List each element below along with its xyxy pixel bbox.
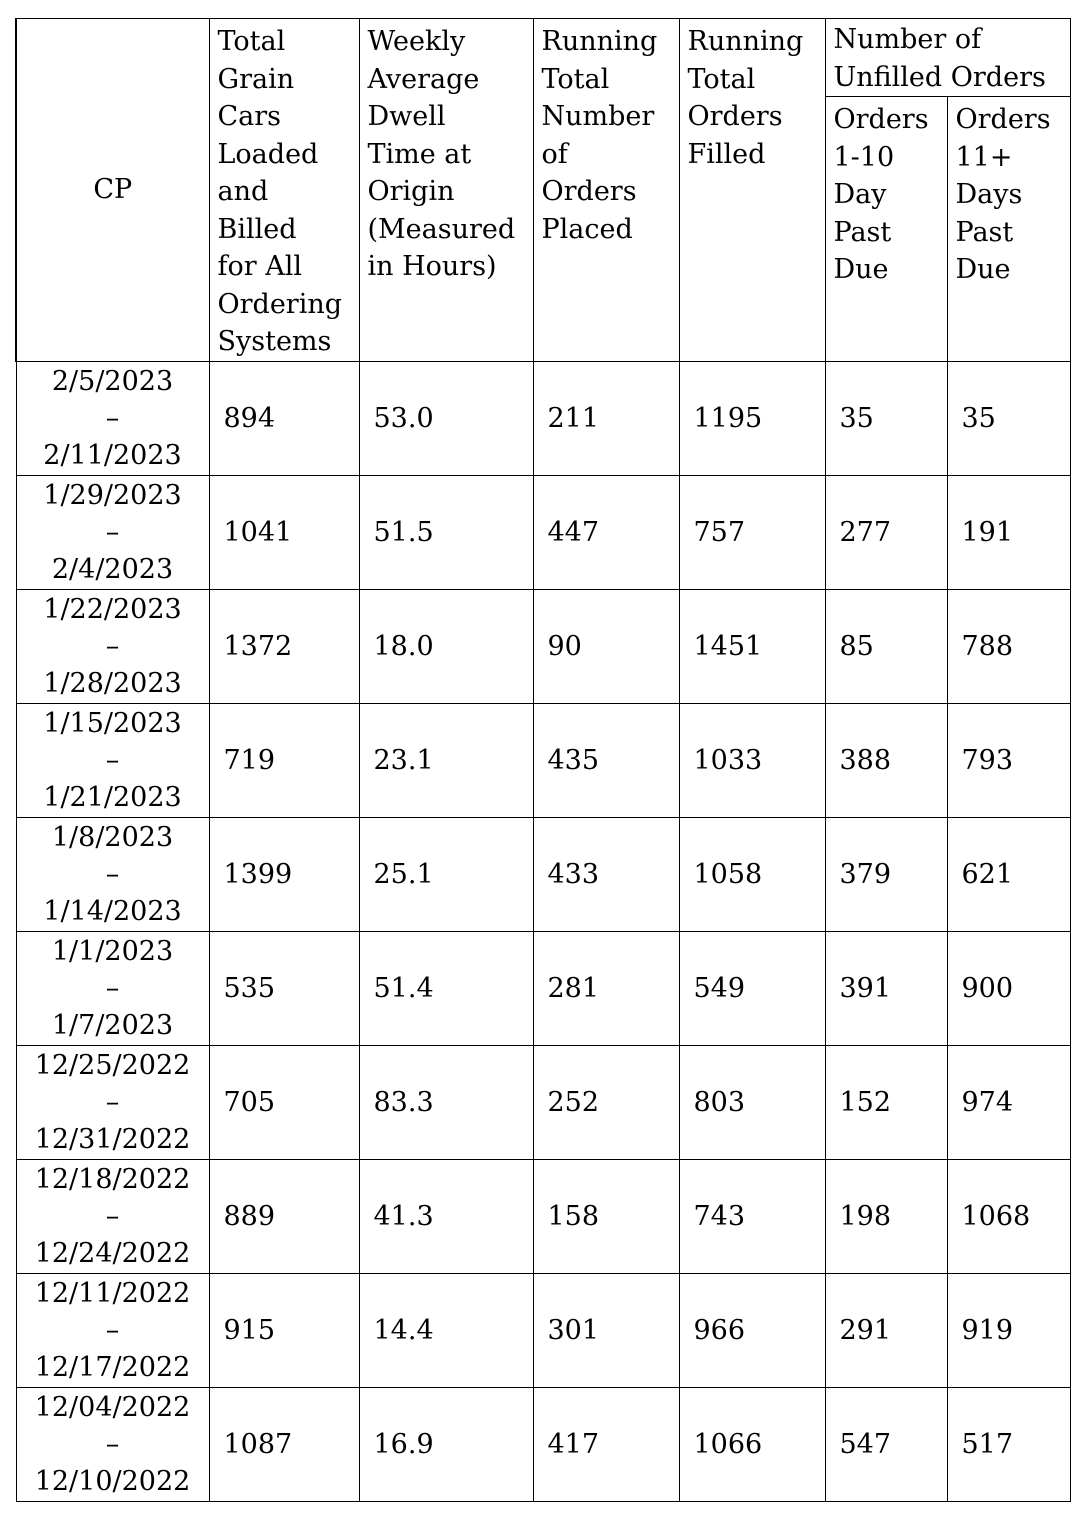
date-range-start: 12/25/2022 <box>34 1049 191 1081</box>
header-dwell-time: Weekly Average Dwell Time at Origin (Measured in Hours) <box>359 19 533 362</box>
date-range-sep: – <box>105 972 120 1004</box>
date-range-end: 1/7/2023 <box>51 1009 174 1041</box>
past-due-11-plus-cell: 919 <box>947 1273 1070 1387</box>
orders-placed-cell: 417 <box>533 1387 679 1501</box>
past-due-11-plus-cell: 788 <box>947 589 1070 703</box>
date-range-end: 2/4/2023 <box>51 553 174 585</box>
date-range-cell <box>16 1159 209 1273</box>
date-range-sep: – <box>105 1086 120 1118</box>
date-range-cell <box>16 475 209 589</box>
table-row <box>16 931 1070 1045</box>
past-due-1-10-cell: 391 <box>825 931 947 1045</box>
orders-filled-cell: 757 <box>679 475 825 589</box>
date-range-sep: – <box>105 402 120 434</box>
date-range-end: 12/17/2022 <box>34 1351 191 1383</box>
header-row-top <box>16 19 1070 97</box>
header-unfilled-orders: Number of Unfilled Orders <box>825 19 1070 97</box>
dwell-cell: 23.1 <box>359 703 533 817</box>
orders-placed-cell: 433 <box>533 817 679 931</box>
past-due-1-10-cell: 277 <box>825 475 947 589</box>
header-past-due-1-10: Orders 1-10 Day Past Due <box>825 97 947 361</box>
date-range-start: 12/11/2022 <box>34 1277 191 1309</box>
orders-filled-cell: 1066 <box>679 1387 825 1501</box>
dwell-cell: 51.4 <box>359 931 533 1045</box>
date-range-cell <box>16 589 209 703</box>
table-body <box>16 361 1070 1501</box>
past-due-11-plus-cell: 35 <box>947 361 1070 475</box>
date-range-cell <box>16 361 209 475</box>
table-row <box>16 703 1070 817</box>
dwell-cell: 83.3 <box>359 1045 533 1159</box>
date-range-start: 1/8/2023 <box>51 821 174 853</box>
header-orders-placed: Running Total Number of Orders Placed <box>533 19 679 362</box>
date-range-cell <box>16 703 209 817</box>
orders-placed-cell: 252 <box>533 1045 679 1159</box>
past-due-11-plus-cell: 517 <box>947 1387 1070 1501</box>
orders-filled-cell: 549 <box>679 931 825 1045</box>
date-range-end: 2/11/2023 <box>43 439 182 471</box>
past-due-1-10-cell: 198 <box>825 1159 947 1273</box>
date-range-start: 12/04/2022 <box>34 1391 191 1423</box>
orders-placed-cell: 435 <box>533 703 679 817</box>
cars-cell: 889 <box>209 1159 359 1273</box>
past-due-11-plus-cell: 974 <box>947 1045 1070 1159</box>
cars-cell: 915 <box>209 1273 359 1387</box>
orders-filled-cell: 1033 <box>679 703 825 817</box>
table-row <box>16 475 1070 589</box>
orders-filled-cell: 1058 <box>679 817 825 931</box>
date-range-start: 1/15/2023 <box>43 707 182 739</box>
date-range-end: 12/31/2022 <box>34 1123 191 1155</box>
orders-placed-cell: 90 <box>533 589 679 703</box>
past-due-1-10-cell: 35 <box>825 361 947 475</box>
date-range-start: 1/29/2023 <box>43 479 182 511</box>
table-row <box>16 361 1070 475</box>
past-due-11-plus-cell: 1068 <box>947 1159 1070 1273</box>
date-range-start: 12/18/2022 <box>34 1163 191 1195</box>
dwell-cell: 41.3 <box>359 1159 533 1273</box>
past-due-11-plus-cell: 621 <box>947 817 1070 931</box>
date-range-sep: – <box>105 1200 120 1232</box>
table-row <box>16 1045 1070 1159</box>
date-range-end: 1/21/2023 <box>43 781 182 813</box>
date-range-cell <box>16 1045 209 1159</box>
past-due-1-10-cell: 388 <box>825 703 947 817</box>
table-row <box>16 589 1070 703</box>
past-due-11-plus-cell: 793 <box>947 703 1070 817</box>
dwell-cell: 25.1 <box>359 817 533 931</box>
past-due-1-10-cell: 547 <box>825 1387 947 1501</box>
date-range-end: 12/24/2022 <box>34 1237 191 1269</box>
orders-filled-cell: 803 <box>679 1045 825 1159</box>
cars-cell: 535 <box>209 931 359 1045</box>
header-past-due-11-plus: Orders 11+ Days Past Due <box>947 97 1070 361</box>
table-header <box>16 19 1070 362</box>
date-range-end: 12/10/2022 <box>34 1465 191 1497</box>
dwell-cell: 18.0 <box>359 589 533 703</box>
date-range-sep: – <box>105 858 120 890</box>
past-due-11-plus-cell: 191 <box>947 475 1070 589</box>
past-due-1-10-cell: 85 <box>825 589 947 703</box>
orders-placed-cell: 301 <box>533 1273 679 1387</box>
date-range-cell <box>16 1273 209 1387</box>
past-due-1-10-cell: 291 <box>825 1273 947 1387</box>
cars-cell: 1399 <box>209 817 359 931</box>
date-range-sep: – <box>105 744 120 776</box>
table-row <box>16 1387 1070 1501</box>
dwell-cell: 16.9 <box>359 1387 533 1501</box>
cars-cell: 894 <box>209 361 359 475</box>
date-range-sep: – <box>105 630 120 662</box>
grain-orders-table <box>15 18 1071 1502</box>
orders-filled-cell: 743 <box>679 1159 825 1273</box>
header-total-grain-cars: Total Grain Cars Loaded and Billed for All Ordering Systems <box>209 19 359 362</box>
table-row <box>16 1159 1070 1273</box>
orders-filled-cell: 966 <box>679 1273 825 1387</box>
table-row <box>16 817 1070 931</box>
orders-placed-cell: 158 <box>533 1159 679 1273</box>
cars-cell: 1041 <box>209 475 359 589</box>
header-cp: CP <box>16 19 209 362</box>
date-range-start: 1/22/2023 <box>43 593 182 625</box>
date-range-sep: – <box>105 516 120 548</box>
date-range-sep: – <box>105 1314 120 1346</box>
cars-cell: 1372 <box>209 589 359 703</box>
past-due-1-10-cell: 379 <box>825 817 947 931</box>
date-range-cell <box>16 931 209 1045</box>
dwell-cell: 53.0 <box>359 361 533 475</box>
orders-placed-cell: 211 <box>533 361 679 475</box>
past-due-11-plus-cell: 900 <box>947 931 1070 1045</box>
cars-cell: 705 <box>209 1045 359 1159</box>
header-orders-filled: Running Total Orders Filled <box>679 19 825 362</box>
date-range-end: 1/28/2023 <box>43 667 182 699</box>
orders-filled-cell: 1451 <box>679 589 825 703</box>
cars-cell: 1087 <box>209 1387 359 1501</box>
dwell-cell: 14.4 <box>359 1273 533 1387</box>
orders-placed-cell: 447 <box>533 475 679 589</box>
table-row <box>16 1273 1070 1387</box>
date-range-end: 1/14/2023 <box>43 895 182 927</box>
dwell-cell: 51.5 <box>359 475 533 589</box>
date-range-cell <box>16 1387 209 1501</box>
orders-placed-cell: 281 <box>533 931 679 1045</box>
orders-filled-cell: 1195 <box>679 361 825 475</box>
date-range-start: 1/1/2023 <box>51 935 174 967</box>
date-range-sep: – <box>105 1428 120 1460</box>
date-range-start: 2/5/2023 <box>51 365 174 397</box>
past-due-1-10-cell: 152 <box>825 1045 947 1159</box>
cars-cell: 719 <box>209 703 359 817</box>
date-range-cell <box>16 817 209 931</box>
